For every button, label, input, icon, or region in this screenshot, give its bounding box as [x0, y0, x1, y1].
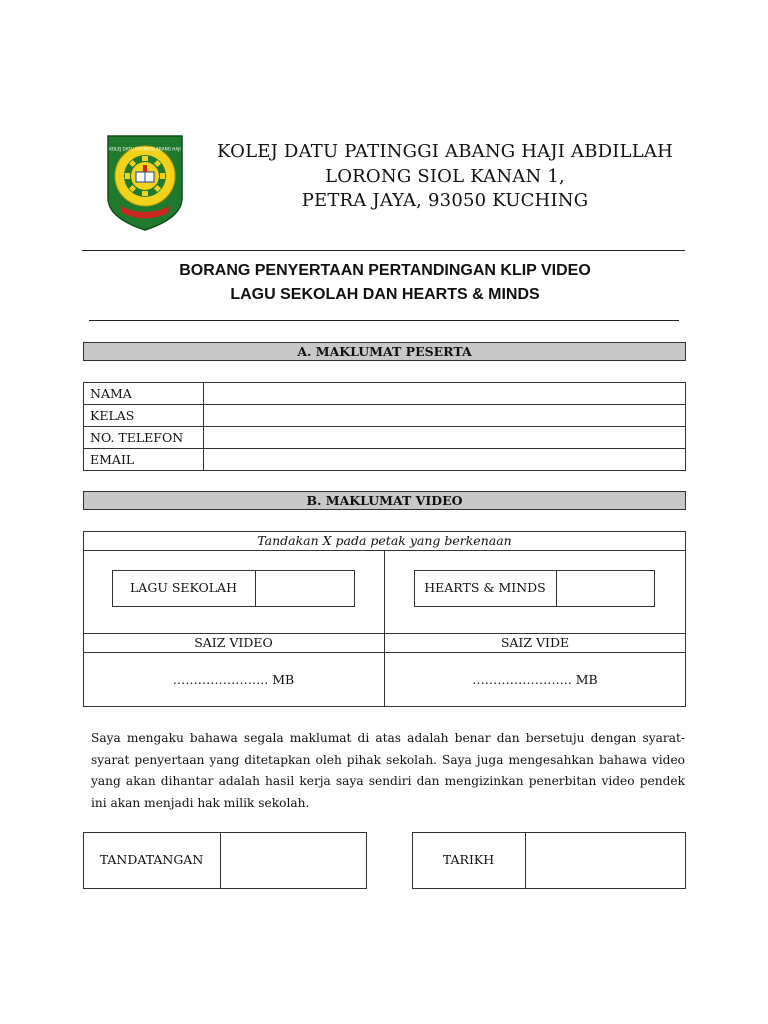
form-title-line-2: LAGU SEKOLAH DAN HEARTS & MINDS [230, 286, 540, 303]
section-a-heading: A. MAKLUMAT PESERTA [83, 342, 686, 361]
address-line-1: LORONG SIOL KANAN 1, [325, 165, 565, 187]
school-name: KOLEJ DATU PATINGGI ABANG HAJI ABDILLAH [216, 141, 674, 162]
phone-label: NO. TELEFON [84, 427, 204, 449]
table-row [84, 449, 686, 471]
lagu-sekolah-checkbox[interactable] [257, 572, 353, 605]
table-row [84, 405, 686, 427]
video-size-label-left: SAIZ VIDEO [194, 635, 273, 650]
class-field[interactable] [204, 405, 686, 427]
hearts-minds-checkbox[interactable] [558, 572, 653, 605]
option-divider [255, 570, 256, 607]
name-label: NAMA [84, 383, 204, 405]
participant-info-table [83, 382, 686, 471]
video-size-field-right[interactable]: …………………... MB [472, 672, 598, 687]
option-divider [556, 570, 557, 607]
signature-label: TANDATANGAN [99, 852, 204, 867]
crest-shield-icon [106, 134, 184, 232]
class-label: KELAS [84, 405, 204, 427]
address-line-2: PETRA JAYA, 93050 KUCHING [301, 190, 589, 211]
date-label: TARIKH [442, 852, 495, 867]
table-row [84, 427, 686, 449]
table-row [84, 383, 686, 405]
date-field[interactable] [527, 834, 684, 887]
name-field[interactable] [204, 383, 686, 405]
header-divider [82, 250, 685, 251]
declaration-text: Saya mengaku bahawa segala maklumat di atas adalah benar dan bersetuju dengan syarat-syarat penyertaan yang ditetapkan oleh pihak sekolah. Saya juga mengesahkan bahawa video yang akan dihantar adalah hasil kerja saya sendiri dan mengizinkan penerbitan video pendek ini akan menjadi hak milik sekolah. [91, 731, 685, 810]
instruction-text: Tandakan X pada petak yang berkenaan [257, 533, 512, 548]
size-row-top-line [83, 633, 686, 634]
email-label: EMAIL [84, 449, 204, 471]
phone-field[interactable] [204, 427, 686, 449]
form-title-line-1: BORANG PENYERTAAN PERTANDINGAN KLIP VIDEO [179, 262, 591, 279]
email-field[interactable] [204, 449, 686, 471]
size-row-bottom-line [83, 652, 686, 653]
signature-divider [220, 832, 221, 889]
lagu-sekolah-label: LAGU SEKOLAH [130, 580, 237, 595]
hearts-minds-label: HEARTS & MINDS [424, 580, 546, 595]
svg-text:KOLEJ DATU PATINGGI ABANG HAJI: KOLEJ DATU PATINGGI ABANG HAJI [109, 146, 181, 152]
signature-field[interactable] [222, 834, 365, 887]
title-divider [89, 320, 679, 321]
video-size-label-right: SAIZ VIDE [500, 635, 570, 650]
date-divider [525, 832, 526, 889]
section-b-heading: B. MAKLUMAT VIDEO [83, 491, 686, 510]
school-header [190, 140, 700, 214]
video-size-field-left[interactable]: ………………….. MB [172, 672, 295, 687]
school-crest-logo [106, 134, 184, 232]
